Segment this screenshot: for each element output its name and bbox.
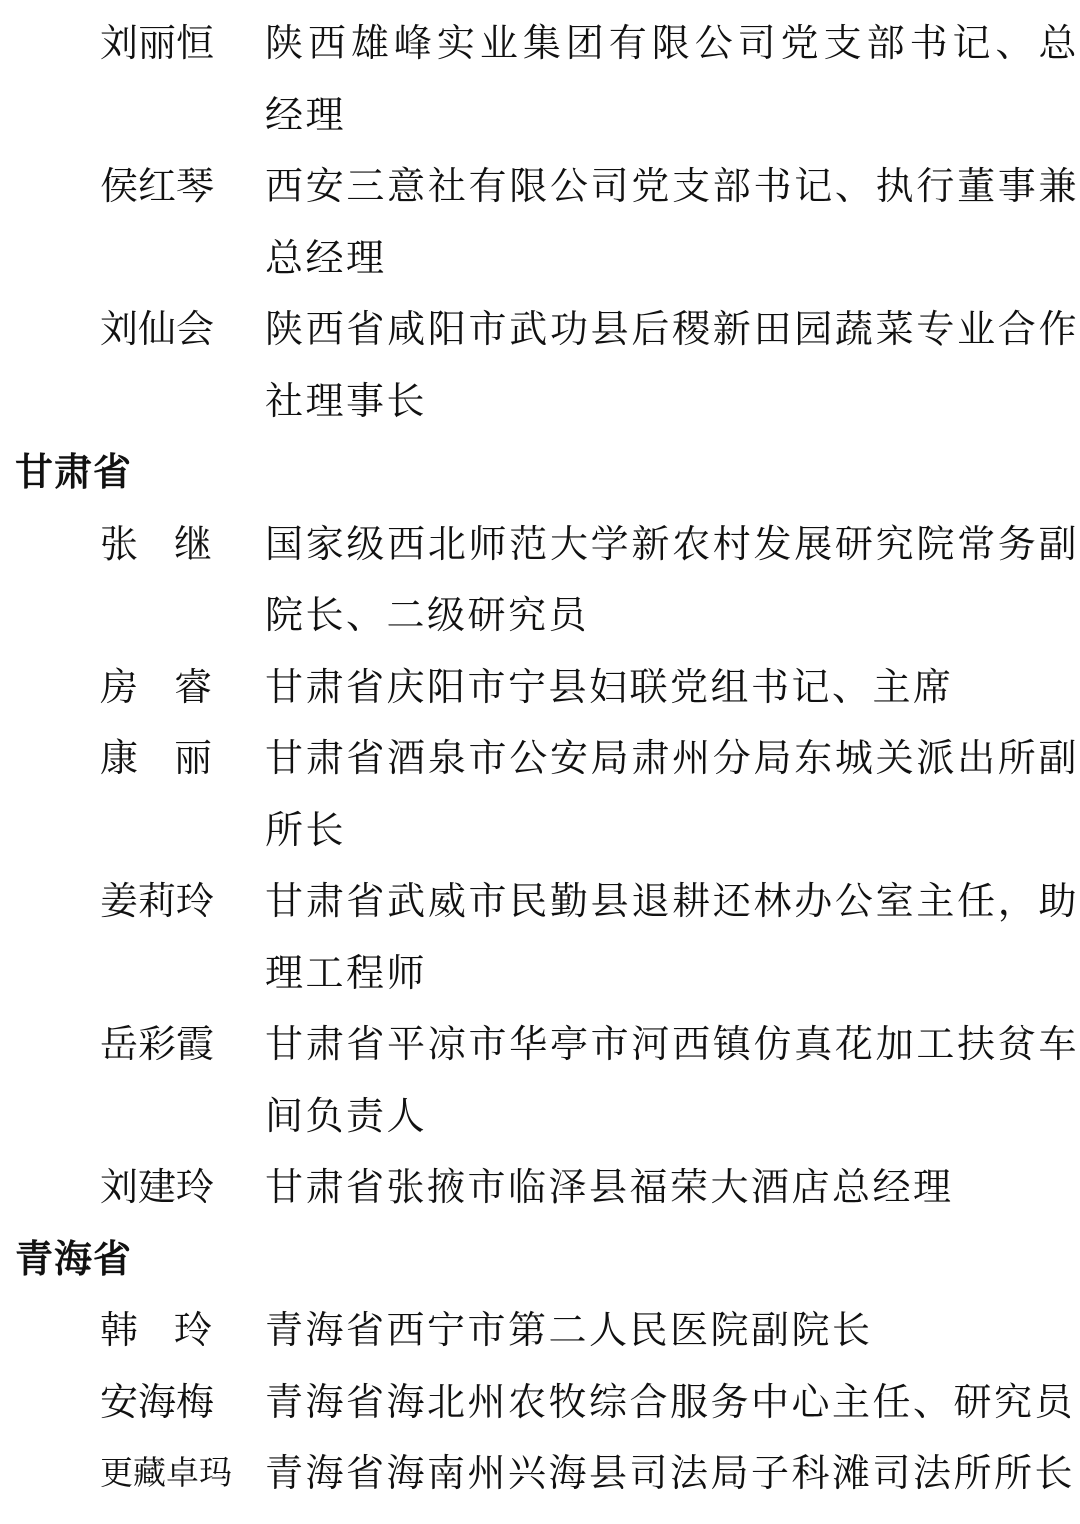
list-item bbox=[0, 1296, 1080, 1368]
person-position: 陕西省咸阳市武功县后稷新田园蔬菜专业合作 社理事长 bbox=[265, 309, 1079, 423]
person-name: 韩 玲 bbox=[100, 1310, 212, 1352]
person-name: 刘 仙 会 bbox=[100, 309, 215, 351]
person-name: 更 藏 卓 玛 bbox=[100, 1456, 232, 1492]
person-name: 刘 建 玲 bbox=[100, 1167, 215, 1209]
person-name: 刘 丽 恒 bbox=[100, 23, 215, 65]
list-item bbox=[0, 295, 1080, 438]
honor-roll-list bbox=[0, 9, 1080, 1511]
person-position: 西安三意社有限公司党支部书记、执行董事兼 总经理 bbox=[265, 166, 1079, 280]
list-item bbox=[0, 152, 1080, 295]
person-name: 侯 红 琴 bbox=[100, 166, 215, 208]
list-item bbox=[0, 1368, 1080, 1440]
province-header bbox=[0, 1225, 1080, 1297]
person-name: 姜 莉 玲 bbox=[100, 881, 215, 923]
person-position: 青海省西宁市第二人民医院副院长 bbox=[265, 1310, 873, 1352]
list-item bbox=[0, 510, 1080, 653]
person-position: 甘肃省武威市民勤县退耕还林办公室主任，助 理工程师 bbox=[265, 881, 1079, 995]
person-position: 国家级西北师范大学新农村发展研究院常务副 院长、二级研究员 bbox=[265, 523, 1079, 637]
list-item bbox=[0, 653, 1080, 725]
person-position: 甘肃省张掖市临泽县福荣大酒店总经理 bbox=[265, 1167, 954, 1209]
person-name: 房 睿 bbox=[100, 666, 212, 709]
person-position: 甘肃省酒泉市公安局肃州分局东城关派出所副 所长 bbox=[265, 738, 1079, 852]
person-name: 安 海 梅 bbox=[100, 1381, 215, 1424]
list-item bbox=[0, 1010, 1080, 1153]
list-item bbox=[0, 1153, 1080, 1225]
person-position: 甘肃省庆阳市宁县妇联党组书记、主席 bbox=[265, 666, 954, 709]
province-header bbox=[0, 438, 1080, 510]
province-header-label: 甘肃省 bbox=[15, 452, 133, 494]
person-position: 青海省海南州兴海县司法局子科滩司法所所长 bbox=[265, 1453, 1076, 1495]
list-item bbox=[0, 1439, 1080, 1511]
person-name: 岳 彩 霞 bbox=[100, 1024, 215, 1066]
list-item bbox=[0, 724, 1080, 867]
person-position: 陕西雄峰实业集团有限公司党支部书记、总 经理 bbox=[265, 23, 1079, 137]
person-position: 青海省海北州农牧综合服务中心主任、研究员 bbox=[265, 1381, 1076, 1424]
person-name: 康 丽 bbox=[100, 738, 212, 780]
person-position: 甘肃省平凉市华亭市河西镇仿真花加工扶贫车 间负责人 bbox=[265, 1024, 1079, 1138]
person-name: 张 继 bbox=[100, 523, 212, 566]
list-item bbox=[0, 867, 1080, 1010]
province-header-label: 青海省 bbox=[15, 1238, 133, 1281]
list-item bbox=[0, 9, 1080, 152]
